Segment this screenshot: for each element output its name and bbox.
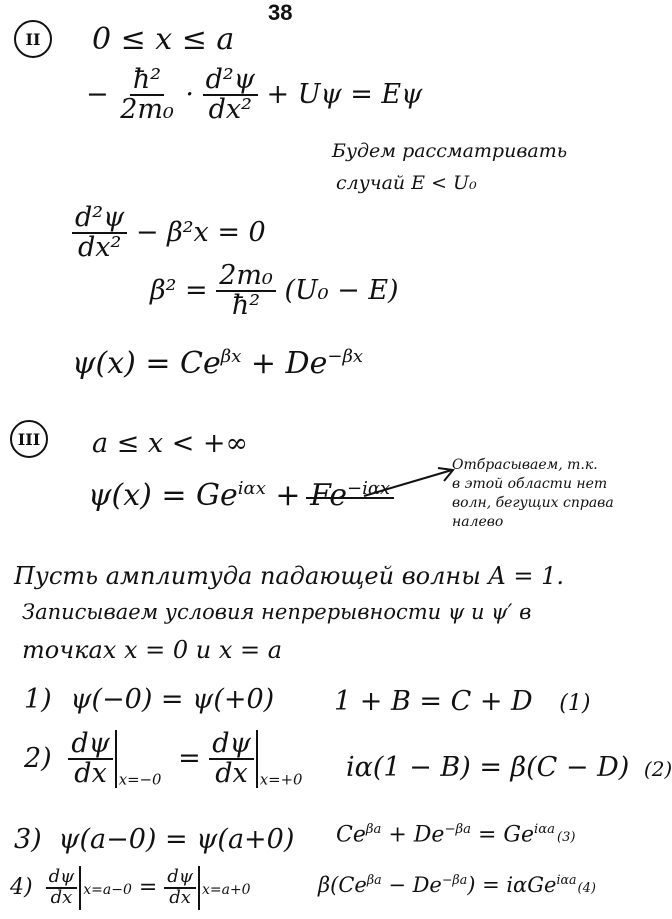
evaluation-bar	[256, 730, 258, 788]
beta-lhs: β² =	[150, 274, 208, 306]
evaluation-point: x=+0	[259, 770, 303, 789]
condition-2-equation	[346, 752, 672, 783]
evaluation-point: x=a+0	[201, 882, 251, 898]
condition-right-part: = Ge	[470, 822, 534, 848]
points-statement: точках x = 0 и x = a	[22, 636, 283, 664]
fraction-numerator: d²ψ	[72, 204, 127, 234]
evaluation-point: x=a−0	[83, 882, 132, 898]
condition-4	[10, 866, 251, 910]
exponent: −iαx	[347, 478, 391, 499]
fraction-numerator: ħ²	[130, 66, 164, 96]
fraction-denominator: dx	[169, 887, 191, 908]
exponent: iαx	[237, 478, 266, 499]
section-label: III	[17, 429, 41, 449]
equation-tag: (1)	[559, 691, 591, 716]
fraction-denominator: 2m₀	[120, 94, 174, 126]
condition-number: 3)	[14, 824, 42, 855]
plus-sign: +	[275, 478, 301, 513]
fraction-denominator: dx	[215, 758, 248, 790]
fraction-denominator: dx	[74, 758, 107, 790]
solution-lhs: ψ(x) = Ge	[88, 478, 238, 513]
fraction-numerator: d²ψ	[203, 66, 258, 96]
equation-rest: − β²x = 0	[135, 216, 266, 248]
first-derivative	[209, 730, 253, 789]
condition-number: 4)	[10, 875, 33, 900]
discard-note-line: Отбрасываем, т.к.	[452, 457, 598, 473]
solution-lhs: ψ(x) = Ce	[72, 346, 221, 381]
condition-right-part: β(Ce	[318, 873, 367, 897]
equation-tag: (3)	[557, 830, 576, 846]
fraction-numerator: dψ	[209, 730, 253, 760]
dot-operator: ·	[185, 78, 195, 110]
hbar-fraction	[117, 66, 177, 125]
case-note-line2: случай E < U₀	[336, 172, 477, 194]
second-derivative	[203, 66, 258, 125]
ode-equation	[72, 204, 266, 263]
equals-sign: =	[178, 742, 201, 774]
first-derivative	[68, 730, 112, 789]
schrodinger-equation	[86, 66, 422, 125]
amplitude-statement: Пусть амплитуда падающей волны A = 1.	[14, 562, 564, 590]
continuity-statement: Записываем условия непрерывности ψ и ψ′ в	[22, 600, 532, 624]
discard-note-line: в этой области нет	[452, 476, 608, 492]
fraction-numerator: dψ	[46, 868, 78, 889]
minus-sign: −	[86, 78, 109, 110]
evaluation-bar	[115, 730, 117, 788]
exponent: −βa	[444, 822, 471, 837]
exponent: iαa	[534, 822, 555, 837]
condition-right: 1 + B = C + D	[334, 686, 533, 717]
fraction-numerator: dψ	[68, 730, 112, 760]
fraction-denominator: ħ²	[231, 290, 261, 322]
second-derivative	[72, 204, 127, 263]
arrow-icon	[360, 462, 460, 502]
exponent: −βx	[327, 346, 363, 367]
mass-fraction	[216, 262, 276, 321]
discard-note-line: волн, бегущих справа	[452, 495, 614, 511]
section-marker-3	[10, 420, 48, 458]
evaluation-bar	[198, 866, 200, 910]
condition-4-equation	[318, 872, 596, 897]
condition-right-part: − De	[381, 873, 442, 897]
discard-note	[452, 456, 614, 532]
equals-sign: =	[138, 875, 158, 900]
exponent: −βa	[441, 872, 468, 887]
fraction-numerator: dψ	[164, 868, 196, 889]
condition-right-part: ) = iαGe	[467, 873, 557, 897]
solution-region-3	[88, 478, 390, 513]
section-label: II	[25, 29, 41, 49]
condition-1	[24, 684, 274, 715]
condition-number: 2)	[24, 742, 52, 774]
fraction-denominator: dx²	[208, 94, 252, 126]
equation-tag: (4)	[577, 881, 596, 896]
condition-3	[14, 824, 294, 855]
condition-number: 1)	[24, 684, 52, 715]
exponent: βa	[366, 872, 382, 887]
fraction-denominator: dx²	[77, 232, 122, 264]
fraction-numerator: 2m₀	[216, 262, 276, 292]
beta-definition	[150, 262, 399, 321]
evaluation-bar	[79, 866, 81, 910]
solution-region-2	[72, 346, 363, 381]
equation-rest: + Uψ = Eψ	[266, 78, 423, 110]
struck-term: Fe	[310, 478, 348, 513]
condition-1-equation	[334, 686, 590, 717]
beta-rhs: (U₀ − E)	[284, 274, 399, 306]
first-derivative	[46, 868, 78, 908]
solution-mid: + De	[241, 346, 328, 381]
section-marker-2	[14, 20, 52, 58]
condition-right-part: Ce	[336, 822, 366, 848]
case-note-line1: Будем рассматривать	[332, 140, 568, 162]
exponent: βa	[365, 822, 382, 837]
first-derivative	[164, 868, 196, 908]
condition-right-part: + De	[381, 822, 445, 848]
condition-left: ψ(a−0) = ψ(a+0)	[58, 824, 295, 855]
condition-left: ψ(−0) = ψ(+0)	[70, 684, 275, 715]
exponent: βx	[220, 346, 242, 367]
condition-right: iα(1 − B) = β(C − D)	[346, 752, 630, 783]
domain-region-2: 0 ≤ x ≤ a	[92, 22, 235, 57]
evaluation-point: x=−0	[118, 770, 162, 789]
exponent: iαa	[556, 872, 577, 887]
condition-3-equation	[336, 822, 575, 847]
page-number: 38	[268, 0, 293, 25]
equation-tag: (2)	[643, 757, 672, 781]
condition-2	[24, 730, 302, 789]
domain-region-3: a ≤ x < +∞	[92, 428, 249, 459]
fraction-denominator: dx	[50, 887, 73, 908]
discard-note-line: налево	[452, 514, 504, 530]
